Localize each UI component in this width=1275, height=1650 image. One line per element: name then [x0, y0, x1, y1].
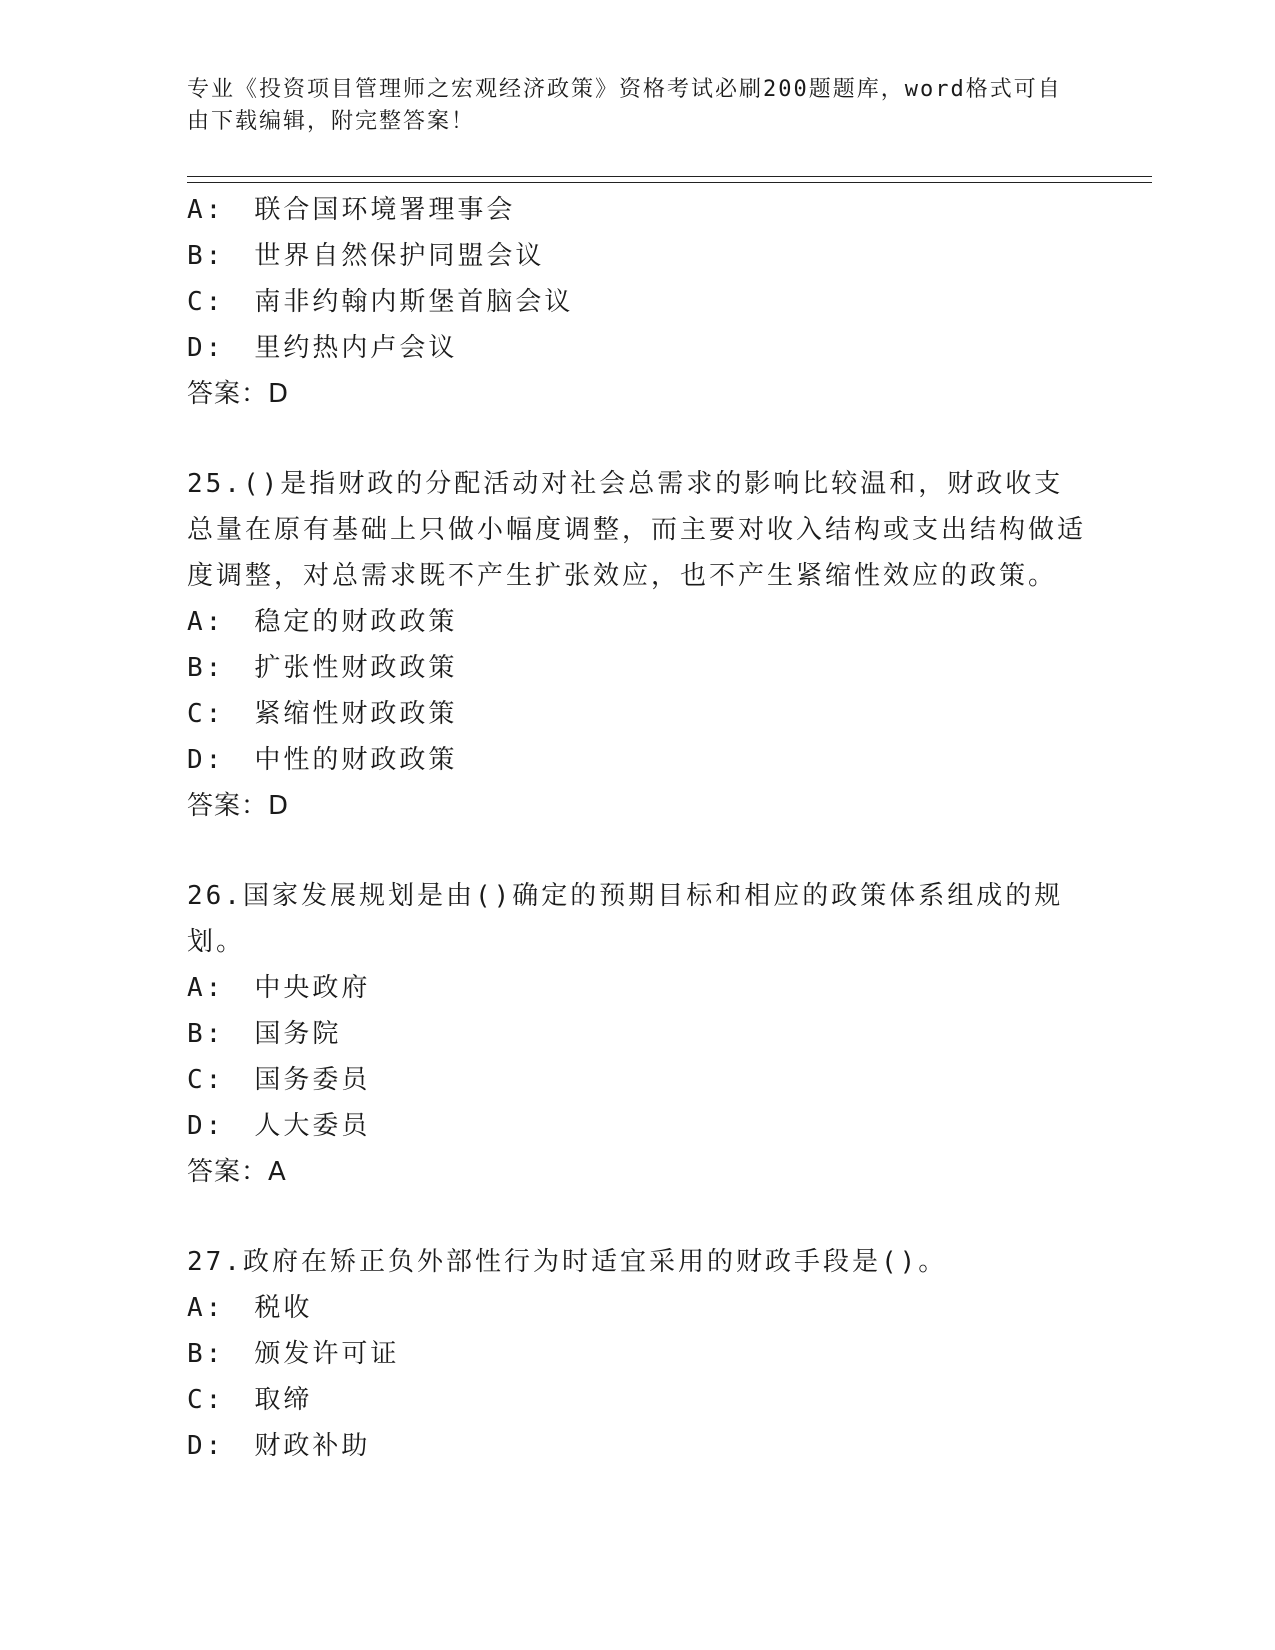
option-c: C: 取缔 [187, 1385, 313, 1415]
option-c: C: 紧缩性财政政策 [187, 699, 458, 729]
question-stem: 26.国家发展规划是由()确定的预期目标和相应的政策体系组成的规划。 [187, 881, 1064, 957]
answer-line: 答案：D [187, 791, 290, 821]
option-d: D: 里约热内卢会议 [187, 333, 458, 363]
question-stem: 27.政府在矫正负外部性行为时适宜采用的财政手段是()。 [187, 1247, 948, 1277]
question-block-25 [187, 461, 1087, 829]
header-divider-bottom [187, 182, 1152, 183]
question-block-partial [187, 187, 1087, 417]
answer-line: 答案：D [187, 379, 290, 409]
question-block-26 [187, 873, 1087, 1195]
option-a: A: 税收 [187, 1293, 313, 1323]
option-a: A: 中央政府 [187, 973, 371, 1003]
option-b: B: 颁发许可证 [187, 1339, 400, 1369]
option-b: B: 世界自然保护同盟会议 [187, 241, 545, 271]
option-d: D: 财政补助 [187, 1431, 371, 1461]
document-header: 专业《投资项目管理师之宏观经济政策》资格考试必刷200题题库，word格式可自由下载编辑，附完整答案！ [187, 77, 1062, 134]
option-a: A: 联合国环境署理事会 [187, 195, 516, 225]
answer-line: 答案：A [187, 1157, 287, 1187]
option-d: D: 中性的财政政策 [187, 745, 458, 775]
question-stem: 25.()是指财政的分配活动对社会总需求的影响比较温和，财政收支总量在原有基础上只做小幅度调整，而主要对收入结构或支出结构做适度调整，对总需求既不产生扩张效应，也不产生紧缩性效应的政策。 [187, 469, 1087, 591]
option-b: B: 国务院 [187, 1019, 342, 1049]
header-divider-top [187, 176, 1152, 177]
option-d: D: 人大委员 [187, 1111, 371, 1141]
question-list [187, 187, 1087, 1469]
option-c: C: 南非约翰内斯堡首脑会议 [187, 287, 574, 317]
question-block-27 [187, 1239, 1087, 1469]
option-a: A: 稳定的财政政策 [187, 607, 458, 637]
option-b: B: 扩张性财政政策 [187, 653, 458, 683]
option-c: C: 国务委员 [187, 1065, 371, 1095]
